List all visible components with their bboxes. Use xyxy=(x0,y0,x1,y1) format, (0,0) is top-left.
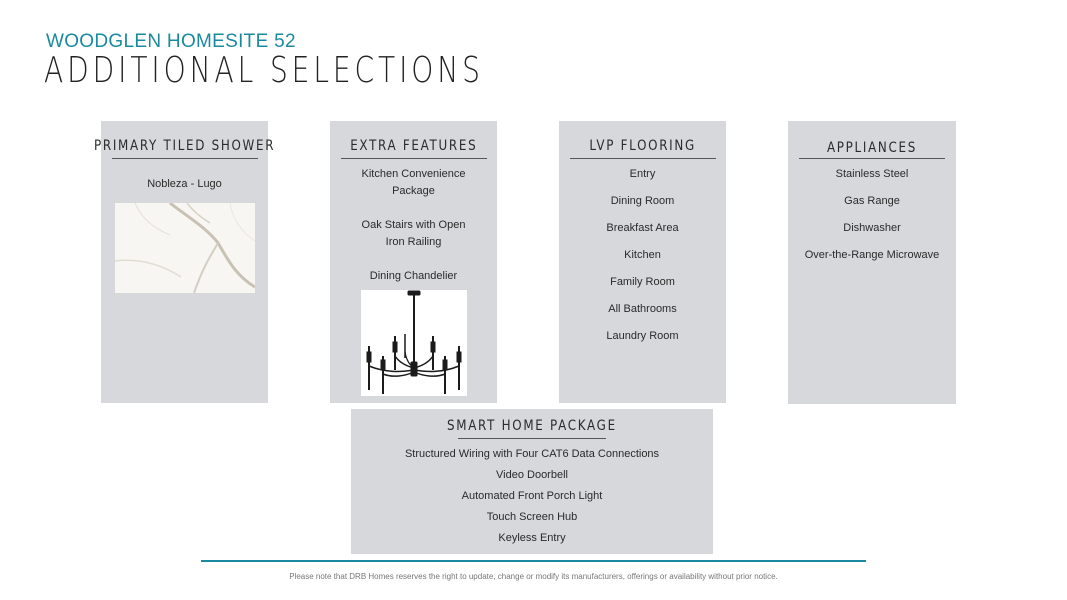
list-item: Dining Room xyxy=(610,195,675,207)
marble-tile-image xyxy=(115,203,255,293)
title-divider xyxy=(799,158,945,159)
card-title: SMART HOME PACKAGE xyxy=(447,418,617,434)
list-item: Kitchen Convenience Package xyxy=(361,168,466,197)
list-item: Over-the-Range Microwave xyxy=(804,249,940,261)
chandelier-image xyxy=(361,290,467,396)
title-divider xyxy=(341,158,487,159)
disclaimer-note: Please note that DRB Homes reserves the right to update, change or modify its manufacturers, offerings or availability without prior notice. xyxy=(289,572,778,581)
extra-features-card xyxy=(330,121,497,403)
list-item: Entry xyxy=(629,168,656,180)
homesite-subtitle: WOODGLEN HOMESITE 52 xyxy=(46,31,296,52)
list-item: All Bathrooms xyxy=(608,303,677,315)
list-item: Family Room xyxy=(610,276,675,288)
list-item: Nobleza - Lugo xyxy=(147,178,222,190)
title-divider xyxy=(570,158,716,159)
card-title: APPLIANCES xyxy=(826,140,918,156)
list-item: Keyless Entry xyxy=(498,532,566,544)
appliances-card xyxy=(788,121,956,404)
list-item: Dishwasher xyxy=(843,222,901,234)
card-title: EXTRA FEATURES xyxy=(349,138,478,154)
list-item: Kitchen xyxy=(624,249,661,261)
title-divider xyxy=(112,158,258,159)
card-title: LVP FLOORING xyxy=(589,138,696,154)
list-item: Laundry Room xyxy=(606,330,679,342)
list-item: Breakfast Area xyxy=(606,222,679,234)
list-item: Automated Front Porch Light xyxy=(461,490,603,502)
page-title: ADDITIONAL SELECTIONS xyxy=(44,50,484,91)
list-item: Structured Wiring with Four CAT6 Data Connections xyxy=(404,448,660,460)
list-item: Stainless Steel xyxy=(835,168,909,180)
primary-tiled-shower-card xyxy=(93,121,276,403)
title-divider xyxy=(458,438,606,439)
lvp-flooring-card xyxy=(559,121,726,403)
list-item: Video Doorbell xyxy=(496,469,568,481)
list-item: Gas Range xyxy=(844,195,900,207)
footer-divider xyxy=(201,560,866,562)
list-item: Dining Chandelier xyxy=(369,270,458,282)
card-title: PRIMARY TILED SHOWER xyxy=(93,138,276,154)
list-item: Oak Stairs with Open Iron Railing xyxy=(361,219,466,248)
smart-home-package-card xyxy=(351,409,713,554)
list-item: Touch Screen Hub xyxy=(486,511,578,523)
